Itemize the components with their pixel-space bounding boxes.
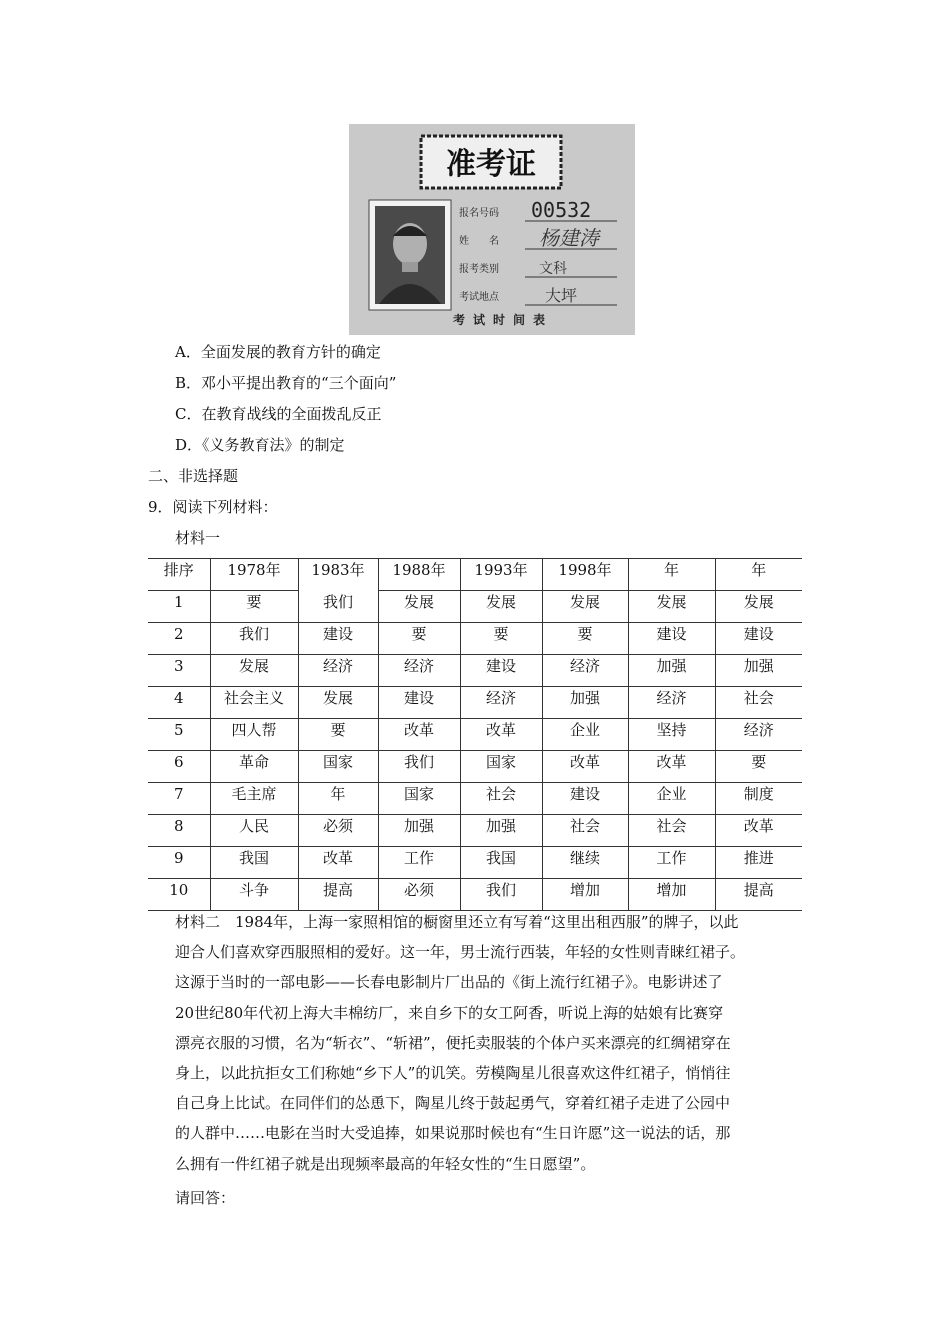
material2-line: 自己身上比试。在同伴们的怂恿下，陶星儿终于鼓起勇气，穿着红裙子走进了公园中 [175,1094,731,1113]
table-cell: 社会 [460,783,542,815]
table-cell: 我们 [460,879,542,911]
table-cell: 国家 [378,783,460,815]
option-a: A．全面发展的教育方针的确定 [175,343,381,361]
table-cell: 社会 [715,687,802,719]
material2-line: 迎合人们喜欢穿西服照相的爱好。这一年，男士流行西装，年轻的女性则青睐红裙子。 [175,943,746,962]
table-cell: 经济 [298,655,378,687]
field-label: 姓 名 [459,236,499,247]
table-cell: 提高 [715,879,802,911]
table-row [148,879,802,911]
material2-line: 身上，以此抗拒女工们称她“乡下人”的讥笑。劳模陶星儿很喜欢这件红裙子，悄悄往 [175,1064,731,1083]
table-cell: 革命 [210,751,298,783]
table-row [148,815,802,847]
table-cell: 加强 [460,815,542,847]
section-title: 二、非选择题 [148,467,239,485]
table-cell: 经济 [542,655,628,687]
table-cell: 我们 [378,751,460,783]
table-cell: 我国 [210,847,298,879]
table-cell: 建设 [628,623,715,655]
table-row [148,847,802,879]
table-row [148,623,802,655]
table-cell: 毛主席 [210,783,298,815]
table-cell: 发展 [378,591,460,623]
table-cell: 人民 [210,815,298,847]
material2-line: 的人群中……电影在当时大受追捧，如果说那时候也有“生日许愿”这一说法的话，那 [175,1124,731,1143]
table-cell: 我们 [210,623,298,655]
table-cell: 发展 [298,687,378,719]
material1-label: 材料一 [175,529,221,547]
table-cell: 加强 [542,687,628,719]
table-cell: 增加 [628,879,715,911]
table-header-cell: 1988年 [378,559,460,591]
table-cell: 我国 [460,847,542,879]
table-cell: 要 [210,591,298,623]
table-cell: 斗争 [210,879,298,911]
table-header-cell: 1983年 [298,559,378,591]
ticket-footer: 考试时间表 [453,313,554,327]
table-cell: 5 [148,719,210,751]
table-cell: 发展 [460,591,542,623]
option-d: D．《义务教育法》的制定 [175,436,345,454]
field-label: 报名号码 [459,208,499,219]
table-cell: 改革 [378,719,460,751]
option-b: B．邓小平提出教育的“三个面向” [175,374,397,392]
table-header-cell: 1978年 [210,559,298,591]
table-cell: 必须 [378,879,460,911]
table-cell: 企业 [628,783,715,815]
table-cell: 坚持 [628,719,715,751]
table-header-cell: 1993年 [460,559,542,591]
option-c: C．在教育战线的全面拨乱反正 [175,405,382,423]
table-cell: 4 [148,687,210,719]
table-cell: 建设 [378,687,460,719]
table-cell: 发展 [542,591,628,623]
table-cell: 发展 [715,591,802,623]
table-cell: 建设 [298,623,378,655]
table-cell: 经济 [715,719,802,751]
admission-ticket-photo [349,124,635,335]
field-label: 报考类别 [459,264,499,275]
table-cell: 工作 [378,847,460,879]
table-cell: 社会主义 [210,687,298,719]
table-cell: 建设 [715,623,802,655]
field-label: 考试地点 [459,292,499,303]
table-cell: 建设 [542,783,628,815]
table-cell: 改革 [628,751,715,783]
word-frequency-table [148,558,802,911]
table-cell: 经济 [378,655,460,687]
table-cell: 加强 [628,655,715,687]
table-cell: 我们 [298,591,378,623]
table-row [148,719,802,751]
table-cell: 经济 [460,687,542,719]
table-cell: 改革 [298,847,378,879]
ticket-title: 准考证 [446,147,536,182]
field-value-location: 大坪 [545,286,578,305]
material2-line: 20世纪80年代初上海大丰棉纺厂，来自乡下的女工阿香，听说上海的姑娘有比赛穿 [175,1003,724,1022]
table-cell: 国家 [460,751,542,783]
table-cell: 改革 [542,751,628,783]
table-cell: 增加 [542,879,628,911]
table-cell: 社会 [542,815,628,847]
table-row [148,783,802,815]
table-cell: 加强 [378,815,460,847]
table-cell: 10 [148,879,210,911]
field-value-category: 文科 [539,261,567,277]
table-cell: 要 [378,623,460,655]
table-cell: 经济 [628,687,715,719]
table-cell: 工作 [628,847,715,879]
material2-paragraph [175,907,815,1179]
table-cell: 6 [148,751,210,783]
answer-prompt: 请回答： [175,1189,236,1207]
table-cell: 7 [148,783,210,815]
field-value-name: 杨建涛 [539,226,599,250]
table-cell: 要 [298,719,378,751]
table-cell: 制度 [715,783,802,815]
table-cell: 改革 [715,815,802,847]
ticket-illustration [349,124,635,335]
table-row [148,751,802,783]
table-cell: 加强 [715,655,802,687]
table-cell: 要 [460,623,542,655]
table-row [148,655,802,687]
table-cell: 要 [715,751,802,783]
table-cell: 年 [298,783,378,815]
table-cell: 3 [148,655,210,687]
table-cell: 继续 [542,847,628,879]
table-cell: 推进 [715,847,802,879]
table-row [148,687,802,719]
table-cell: 发展 [628,591,715,623]
table-cell: 提高 [298,879,378,911]
question-stem: 9．阅读下列材料： [148,498,278,516]
table-cell: 8 [148,815,210,847]
table-cell: 要 [542,623,628,655]
table-cell: 建设 [460,655,542,687]
table-header-cell: 年 [628,559,715,591]
table-cell: 国家 [298,751,378,783]
material2-line: 漂亮衣服的习惯，名为“斩衣”、“斩裙”，便托卖服装的个体户买来漂亮的红绸裙穿在 [175,1033,731,1052]
table-cell: 企业 [542,719,628,751]
table-cell: 四人帮 [210,719,298,751]
table-cell: 发展 [210,655,298,687]
material2-line: 材料二 1984年，上海一家照相馆的橱窗里还立有写着“这里出租西服”的牌子，以此 [175,913,739,931]
table-cell: 改革 [460,719,542,751]
material2-line: 么拥有一件红裙子就是出现频率最高的年轻女性的“生日愿望”。 [175,1154,596,1173]
table-cell: 2 [148,623,210,655]
field-value-number: 00532 [531,198,592,222]
material2-line: 这源于当时的一部电影——长春电影制片厂出品的《街上流行红裙子》。电影讲述了 [175,973,723,992]
table-cell: 1 [148,591,210,623]
table-row [148,591,802,623]
table-header-cell: 1998年 [542,559,628,591]
table-header-row [148,559,802,591]
table-cell: 必须 [298,815,378,847]
table-header-cell: 年 [715,559,802,591]
table-header-cell: 排序 [148,559,210,591]
table-cell: 社会 [628,815,715,847]
table-cell: 9 [148,847,210,879]
